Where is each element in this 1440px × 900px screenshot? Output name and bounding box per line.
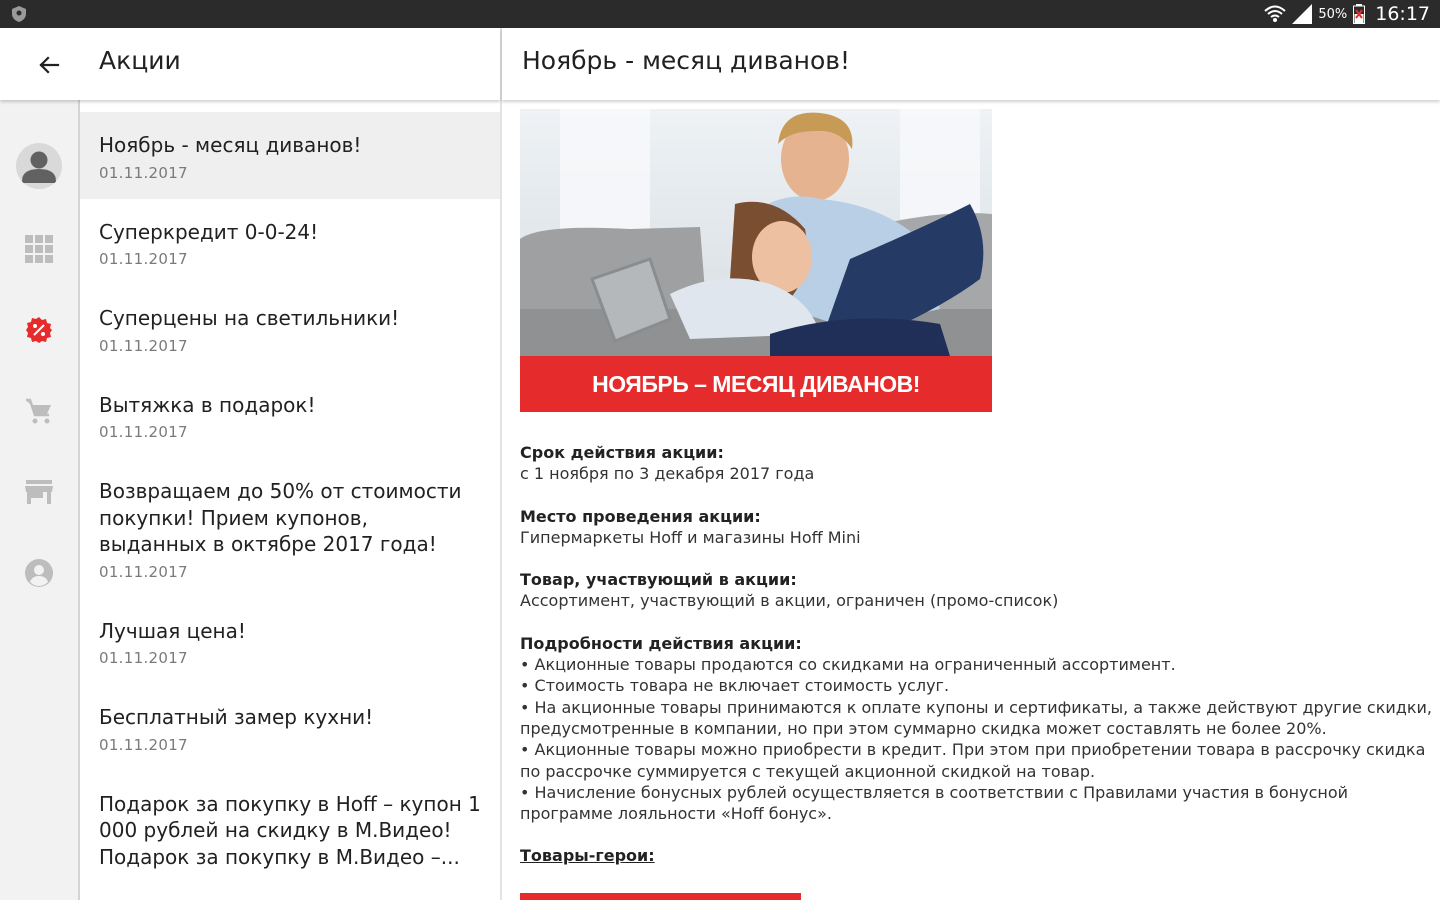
- avatar: [16, 143, 62, 189]
- detail-bullet: • Стоимость товара не включает стоимость услуг.: [520, 676, 950, 696]
- banner-photo: [520, 109, 992, 356]
- list-item[interactable]: [80, 112, 500, 199]
- period-label: Срок действия акции:: [520, 443, 724, 462]
- promo-date: 01.11.2017: [99, 735, 188, 754]
- goods-label: Товар, участвующий в акции:: [520, 570, 797, 590]
- promo-title: Возвращаем до 50% от стоимости покупки! Прием купонов, выданных в октябре 2017 года!: [99, 479, 462, 556]
- rail-item-profile[interactable]: [0, 136, 78, 196]
- list-item[interactable]: [80, 458, 500, 598]
- featured-products-link[interactable]: Товары-герои:: [520, 846, 655, 866]
- back-arrow-icon[interactable]: [34, 50, 64, 80]
- banner-text: НОЯБРЬ – МЕСЯЦ ДИВАНОВ!: [592, 370, 920, 397]
- detail-bullet: • Акционные товары можно приобрести в кредит. При этом при приобретении товара в рассрочку скидка по рассрочке суммируется с текущей акционной скидкой на товар.: [520, 740, 1426, 781]
- shield-icon: [12, 6, 26, 22]
- goods-section: [520, 569, 1435, 612]
- detail-bullet: • На акционные товары принимаются к оплате купоны и сертификаты, а также действуют другие скидки, предусмотренные в компании, но при этом суммарно скидка может составлять не более 20%.: [520, 697, 1432, 738]
- rail-item-catalog[interactable]: [0, 219, 78, 279]
- details-section: [520, 633, 1435, 825]
- details-label: Подробности действия акции:: [520, 633, 802, 653]
- battery-icon: [1353, 4, 1365, 24]
- promo-title: Лучшая цена!: [99, 618, 246, 643]
- promo-date: 01.11.2017: [99, 163, 188, 182]
- status-bar: [0, 0, 1440, 28]
- detail-bullet: • Акционные товары продаются со скидками на ограниченный ассортимент.: [520, 655, 1176, 675]
- featured-products-banner[interactable]: [520, 893, 801, 900]
- detail-bullet: • Начисление бонусных рублей осуществляется в соответствии с Правилами участия в бонусной программе лояльности «Hoff бонус».: [520, 782, 1349, 824]
- detail-title: Ноябрь - месяц диванов!: [522, 46, 851, 75]
- promo-list: [80, 112, 500, 887]
- list-toolbar: [0, 28, 500, 100]
- promo-date: 01.11.2017: [99, 336, 188, 355]
- account-circle-icon: [24, 558, 54, 588]
- list-item[interactable]: [80, 598, 500, 685]
- cart-icon: [25, 397, 53, 425]
- banner-caption: [520, 356, 992, 412]
- catalog-grid-icon: [25, 235, 53, 263]
- wifi-icon: [1264, 4, 1286, 24]
- place-label: Место проведения акции:: [520, 506, 761, 526]
- promo-title: Бесплатный замер кухни!: [99, 705, 374, 729]
- signal-icon: [1292, 4, 1312, 24]
- clock: 16:17: [1375, 3, 1430, 25]
- detail-toolbar: [502, 28, 1440, 100]
- promo-banner: [520, 109, 992, 412]
- promo-date: 01.11.2017: [99, 649, 188, 667]
- promo-list-pane: [0, 28, 502, 900]
- page-title: Акции: [99, 46, 181, 75]
- place-value: Гипермаркеты Hoff и магазины Hoff Mini: [520, 527, 861, 547]
- navigation-rail: [0, 100, 80, 900]
- list-item[interactable]: [80, 684, 500, 771]
- promo-title: Вытяжка в подарок!: [99, 392, 316, 417]
- place-section: [520, 506, 1435, 549]
- promo-title: Суперцены на светильники!: [99, 306, 400, 330]
- store-icon: [25, 478, 53, 506]
- list-item[interactable]: [80, 285, 500, 372]
- rail-item-cart[interactable]: [0, 381, 78, 441]
- rail-item-promotions[interactable]: [0, 300, 78, 360]
- promo-date: 01.11.2017: [99, 423, 188, 441]
- list-item[interactable]: [80, 199, 500, 286]
- promo-title: Ноябрь - месяц диванов!: [99, 133, 362, 157]
- promo-date: 01.11.2017: [99, 250, 188, 268]
- rail-item-stores[interactable]: [0, 462, 78, 522]
- user-avatar-icon: [16, 143, 62, 189]
- period-value: с 1 ноября по 3 декабря 2017 года: [520, 464, 815, 484]
- battery-percent: 50%: [1318, 6, 1348, 22]
- promo-title: Суперкредит 0-0-24!: [99, 219, 319, 244]
- period-section: [520, 442, 1435, 485]
- promo-detail-pane: [502, 28, 1440, 900]
- discount-badge-icon: [25, 316, 53, 344]
- list-item[interactable]: [80, 771, 500, 888]
- list-item[interactable]: [80, 372, 500, 459]
- promo-title: Подарок за покупку в Hoff – купон 1 000 рублей на скидку в М.Видео! Подарок за покупку в М.Видео –...: [99, 791, 481, 869]
- heroes-section: [520, 845, 1435, 866]
- promo-date: 01.11.2017: [99, 562, 188, 581]
- rail-item-account[interactable]: [0, 543, 78, 603]
- goods-value: Ассортимент, участвующий в акции, ограничен (промо-список): [520, 591, 1059, 611]
- promo-details: [520, 442, 1435, 888]
